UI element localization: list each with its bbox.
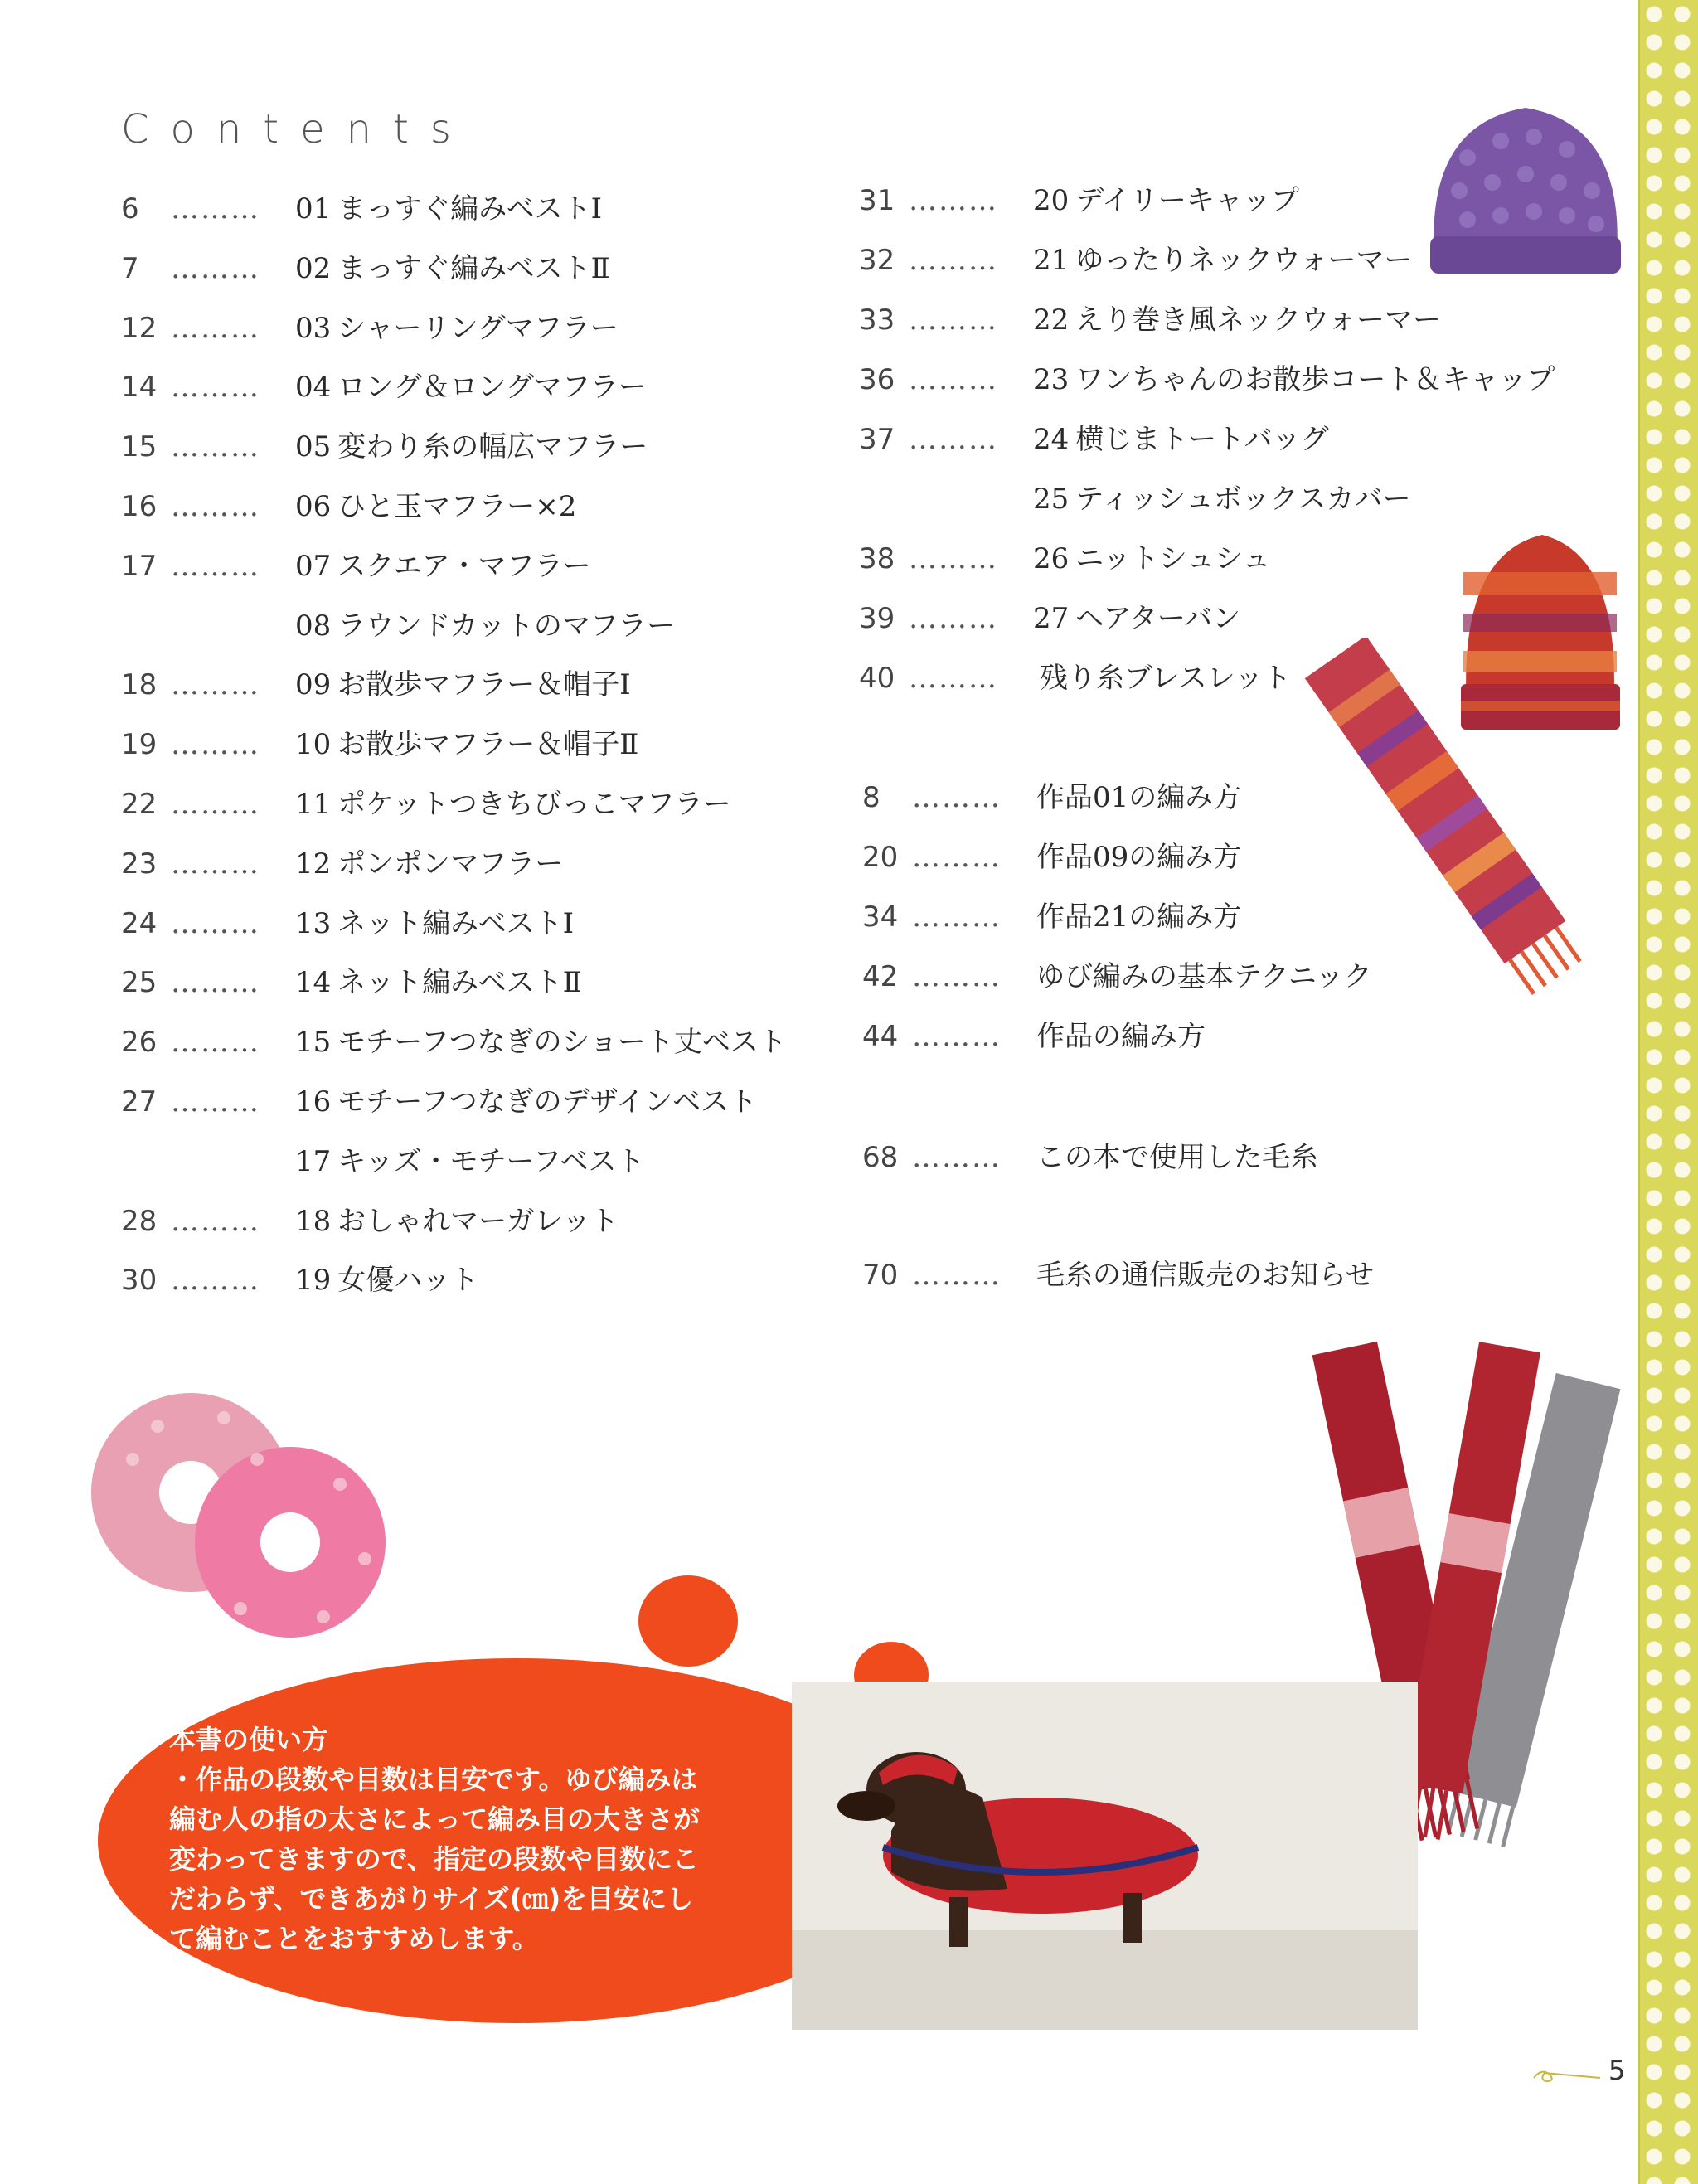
toc-page-number: 7	[121, 251, 139, 285]
toc-item-title: ポケットつきちびっこマフラー	[337, 788, 731, 821]
toc-item-number: 04	[295, 371, 332, 405]
toc-leader-dots: ………	[171, 549, 260, 583]
toc-item-number: 15	[295, 1026, 332, 1060]
toc-entry	[121, 312, 619, 345]
toc-page-number: 6	[121, 192, 139, 226]
toc-leader-dots: ………	[909, 184, 998, 217]
toc-entry	[859, 602, 1240, 635]
toc-entry	[121, 966, 582, 999]
toc-leader-dots: ………	[909, 542, 998, 575]
toc-page-number: 33	[859, 303, 895, 337]
toc-leader-dots: ………	[171, 311, 260, 345]
toc-page-number: 68	[862, 1141, 899, 1174]
toc-entry	[121, 728, 638, 761]
toc-entry	[862, 841, 1241, 874]
toc-page-number: 12	[121, 311, 158, 345]
toc-page-number: 70	[862, 1259, 899, 1292]
toc-page-number: 38	[859, 542, 895, 575]
toc-item-title: お散歩マフラー＆帽子Ⅱ	[337, 728, 639, 762]
toc-page-number: 20	[862, 841, 899, 874]
toc-item-number: 20	[1033, 184, 1070, 217]
toc-page-number: 22	[121, 788, 158, 821]
toc-leader-dots: ………	[912, 1020, 1002, 1053]
toc-leader-dots: ………	[909, 662, 998, 695]
toc-item-number: 18	[295, 1204, 332, 1238]
toc-leader-dots: ………	[171, 371, 260, 405]
toc-item-title: この本で使用した毛糸	[1036, 1141, 1318, 1174]
toc-page-number: 8	[862, 781, 881, 814]
toc-entry	[121, 550, 591, 583]
toc-item-title: 残り糸ブレスレット	[1040, 662, 1292, 695]
toc-page-number: 44	[862, 1020, 899, 1053]
decorative-border	[1638, 0, 1698, 2184]
toc-leader-dots: ………	[171, 668, 260, 702]
toc-entry	[121, 1085, 757, 1119]
toc-page-number: 17	[121, 549, 158, 583]
toc-item-title: ネット編みベストⅠ	[337, 906, 575, 940]
toc-item-title: ニットシュシュ	[1075, 542, 1271, 575]
toc-item-title: 作品の編み方	[1036, 1020, 1206, 1053]
toc-item-title: えり巻き風ネックウォーマー	[1075, 303, 1441, 337]
usage-note-line: 編む人の指の太さによって編み目の大きさが	[169, 1803, 701, 1835]
toc-leader-dots: ………	[171, 192, 260, 226]
toc-item-number: 19	[295, 1264, 332, 1298]
toc-entry	[121, 907, 574, 940]
toc-page-number: 25	[121, 966, 158, 1000]
bubble-dot-large	[638, 1575, 738, 1667]
toc-leader-dots: ………	[912, 841, 1002, 874]
toc-entry	[121, 1264, 478, 1297]
toc-leader-dots: ………	[171, 788, 260, 821]
toc-entry	[121, 252, 610, 285]
toc-entry	[121, 430, 648, 463]
toc-item-title: シャーリングマフラー	[337, 311, 619, 345]
toc-page-number: 14	[121, 371, 158, 405]
page-title: Contents	[121, 106, 473, 153]
toc-item-title: ロング＆ロングマフラー	[337, 371, 647, 405]
toc-entry	[862, 1020, 1206, 1053]
usage-note-line: ・作品の段数や目数は目安です。ゆび編みは	[169, 1764, 698, 1795]
toc-item-number: 23	[1033, 363, 1070, 396]
toc-item-title: ラウンドカットのマフラー	[337, 609, 675, 643]
toc-entry	[121, 609, 675, 643]
toc-leader-dots: ………	[171, 1204, 260, 1238]
toc-page-number: 31	[859, 184, 895, 217]
toc-leader-dots: ………	[909, 602, 998, 635]
toc-item-title: ひと玉マフラー×2	[337, 490, 577, 523]
toc-leader-dots: ………	[912, 1141, 1002, 1174]
usage-note-heading: 本書の使い方	[169, 1724, 329, 1755]
toc-entry	[859, 662, 1291, 695]
purple-hat-image	[1418, 91, 1633, 282]
toc-item-title: ポンポンマフラー	[337, 847, 564, 881]
toc-item-number: 05	[295, 430, 332, 464]
toc-leader-dots: ………	[909, 423, 998, 456]
toc-page-number: 39	[859, 602, 895, 635]
toc-page-number: 37	[859, 423, 895, 456]
toc-item-title: ゆび編みの基本テクニック	[1036, 960, 1372, 993]
toc-item-number: 06	[295, 490, 332, 523]
toc-page-number: 40	[859, 662, 895, 695]
toc-leader-dots: ………	[912, 1259, 1002, 1292]
toc-entry	[121, 1145, 645, 1178]
toc-entry	[859, 483, 1411, 516]
toc-item-title: デイリーキャップ	[1075, 184, 1299, 217]
toc-page-number: 32	[859, 244, 895, 277]
toc-leader-dots: ………	[171, 1085, 260, 1119]
toc-page-number: 16	[121, 490, 158, 523]
toc-item-number: 08	[295, 609, 332, 643]
toc-entry	[862, 1259, 1374, 1292]
page-ornament	[1530, 2063, 1604, 2088]
toc-page-number: 28	[121, 1204, 158, 1238]
toc-item-title: 作品21の編み方	[1036, 900, 1242, 934]
toc-leader-dots: ………	[171, 430, 260, 464]
toc-leader-dots: ………	[171, 490, 260, 523]
toc-leader-dots: ………	[909, 303, 998, 337]
toc-item-number: 02	[295, 251, 332, 285]
toc-page-number: 27	[121, 1085, 158, 1119]
toc-leader-dots: ………	[171, 847, 260, 881]
toc-entry	[859, 542, 1271, 575]
toc-leader-dots: ………	[171, 966, 260, 1000]
toc-page-number: 34	[862, 900, 899, 934]
toc-page-number: 19	[121, 728, 158, 762]
toc-item-number: 01	[295, 192, 332, 226]
toc-entry	[862, 781, 1241, 814]
toc-item-title: ゆったりネックウォーマー	[1075, 244, 1413, 277]
toc-leader-dots: ………	[171, 251, 260, 285]
toc-leader-dots: ………	[171, 1264, 260, 1298]
toc-entry	[121, 192, 602, 226]
toc-entry	[121, 371, 647, 404]
usage-note	[169, 1720, 799, 1958]
toc-item-title: モチーフつなぎのショート丈ベスト	[337, 1026, 787, 1060]
toc-item-title: キッズ・モチーフベスト	[337, 1144, 645, 1178]
toc-item-title: 作品01の編み方	[1036, 781, 1242, 814]
page-number: 5	[1608, 2055, 1626, 2086]
toc-page-number: 23	[121, 847, 158, 881]
toc-entry	[859, 363, 1555, 396]
striped-scarf-image	[1293, 638, 1617, 1020]
toc-page-number: 42	[862, 960, 899, 993]
toc-item-number: 22	[1033, 303, 1070, 337]
toc-item-number: 25	[1033, 483, 1070, 516]
toc-item-number: 13	[295, 906, 332, 940]
toc-page-number: 18	[121, 668, 158, 702]
toc-leader-dots: ………	[912, 960, 1002, 993]
usage-note-line: だわらず、できあがりサイズ(㎝)を目安にし	[169, 1883, 694, 1915]
toc-item-title: モチーフつなぎのデザインベスト	[337, 1085, 758, 1119]
toc-item-number: 21	[1033, 244, 1070, 277]
toc-item-title: 変わり糸の幅広マフラー	[337, 430, 648, 464]
toc-entry	[121, 847, 563, 881]
toc-entry	[121, 1026, 787, 1059]
usage-note-line: 変わってきますので、指定の段数や目数にこ	[169, 1843, 700, 1875]
toc-page-number: 36	[859, 363, 895, 396]
toc-item-number: 27	[1033, 602, 1070, 635]
toc-item-title: おしゃれマーガレット	[337, 1204, 619, 1238]
toc-entry	[862, 900, 1241, 934]
dog-photo	[792, 1682, 1418, 2030]
toc-item-number: 11	[295, 788, 332, 821]
toc-item-title: 毛糸の通信販売のお知らせ	[1036, 1259, 1374, 1292]
toc-page-number: 24	[121, 906, 158, 940]
toc-item-title: お散歩マフラー＆帽子Ⅰ	[337, 668, 631, 702]
usage-note-line: て編むことをおすすめします。	[169, 1923, 539, 1954]
toc-entry	[121, 668, 631, 701]
toc-item-number: 26	[1033, 542, 1070, 575]
scrunchie-image	[83, 1376, 415, 1642]
toc-leader-dots: ………	[909, 363, 998, 396]
toc-leader-dots: ………	[171, 906, 260, 940]
toc-item-title: ワンちゃんのお散歩コート＆キャップ	[1075, 363, 1555, 396]
toc-item-title: まっすぐ編みベストⅡ	[337, 251, 610, 285]
toc-item-number: 10	[295, 728, 332, 762]
toc-item-number: 03	[295, 311, 332, 345]
toc-leader-dots: ………	[912, 900, 1002, 934]
toc-entry	[862, 1141, 1318, 1174]
toc-entry	[859, 244, 1413, 277]
toc-item-title: ティッシュボックスカバー	[1075, 483, 1411, 516]
toc-leader-dots: ………	[171, 728, 260, 762]
toc-page-number: 30	[121, 1264, 158, 1298]
toc-item-title: 作品09の編み方	[1036, 841, 1242, 874]
toc-entry	[859, 423, 1329, 456]
toc-item-title: ネット編みベストⅡ	[337, 966, 582, 1000]
toc-leader-dots: ………	[909, 244, 998, 277]
toc-item-number: 09	[295, 668, 332, 702]
toc-item-number: 16	[295, 1085, 332, 1119]
toc-item-number: 12	[295, 847, 332, 881]
toc-item-number: 07	[295, 549, 332, 583]
toc-entry	[121, 788, 731, 821]
toc-item-number: 14	[295, 966, 332, 1000]
toc-entry	[121, 1205, 619, 1238]
toc-entry	[859, 303, 1441, 337]
toc-leader-dots: ………	[912, 781, 1002, 814]
toc-page-number: 15	[121, 430, 158, 464]
toc-item-title: ヘアターバン	[1075, 602, 1241, 635]
toc-page-number: 26	[121, 1026, 158, 1060]
toc-item-number: 17	[295, 1144, 332, 1178]
toc-entry	[859, 184, 1299, 217]
toc-entry	[121, 490, 576, 523]
toc-item-title: 女優ハット	[337, 1264, 479, 1298]
toc-item-title: スクエア・マフラー	[337, 549, 591, 583]
toc-item-title: まっすぐ編みベストⅠ	[337, 192, 603, 226]
toc-item-number: 24	[1033, 423, 1070, 456]
toc-leader-dots: ………	[171, 1026, 260, 1060]
toc-item-title: 横じまトートバッグ	[1075, 423, 1329, 456]
